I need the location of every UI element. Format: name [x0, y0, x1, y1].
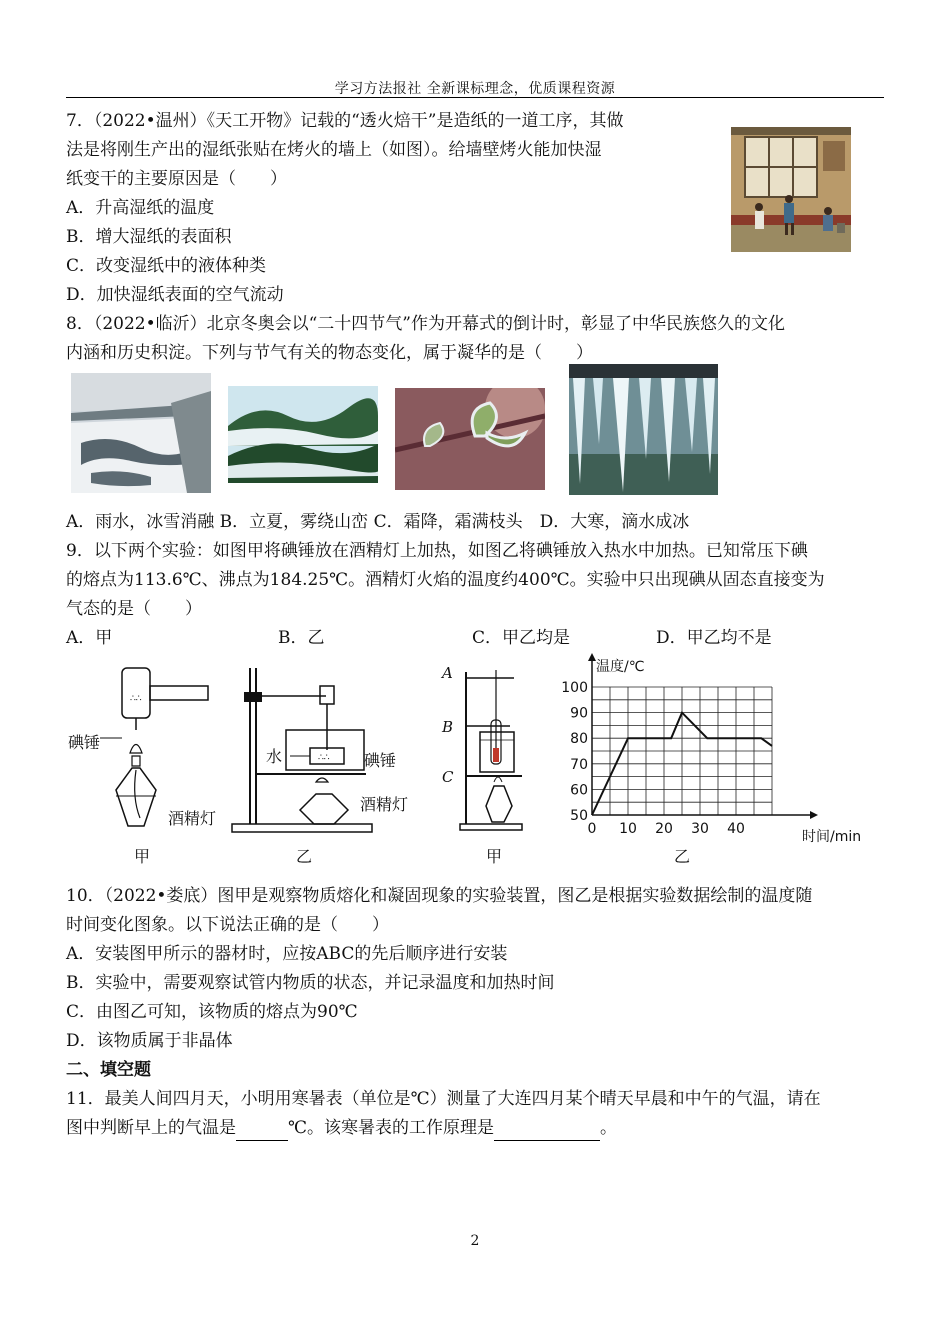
page-number: 2	[470, 1233, 480, 1249]
x-tick-label: 40	[727, 821, 745, 837]
q9-label-water: 水	[266, 747, 283, 766]
y-tick-label: 80	[570, 731, 588, 748]
y-axis-label: 温度/℃	[596, 659, 645, 675]
q10-caption-right: 乙	[674, 847, 691, 866]
q10-option-a: A．安装图甲所示的器材时，应按ABC的先后顺序进行安装	[66, 944, 508, 964]
q11-text-c: 。	[600, 1118, 618, 1138]
q10-apparatus-figure	[440, 660, 536, 866]
q10-line-2: 时间变化图象。以下说法正确的是（ ）	[66, 915, 389, 935]
y-axis-arrow	[588, 653, 596, 661]
q8-image-fog-mountains	[228, 386, 378, 483]
q10-label-c: C	[442, 768, 454, 786]
section-fill-in-title: 二、填空题	[66, 1060, 151, 1080]
x-tick-label: 30	[691, 821, 709, 837]
temperature-chart-svg	[556, 648, 866, 868]
x-tick-label: 20	[655, 821, 673, 837]
x-axis-arrow	[810, 811, 818, 819]
q10-option-c: C．由图乙可知，该物质的熔点为90℃	[66, 1002, 358, 1022]
q11-text-b: ℃。该寒暑表的工作原理是	[288, 1118, 495, 1138]
q7-line-3: 纸变干的主要原因是（ ）	[66, 169, 287, 189]
q7-paper-drying-image	[731, 127, 851, 252]
q8-options: A．雨水，冰雪消融 B．立夏，雾绕山峦 C．霜降，霜满枝头 D．大寒，滴水成冰	[66, 512, 690, 532]
y-tick-label: 100	[561, 680, 588, 696]
q10-line-1: 10．（2022•娄底）图甲是观察物质熔化和凝固现象的实验装置，图乙是根据实验数据绘制的温度随	[66, 886, 813, 906]
q10-label-b: B	[442, 718, 454, 736]
q9-caption-left: 甲	[134, 847, 151, 866]
q11-blank-principle[interactable]	[494, 1116, 600, 1141]
q9-label-iodine-right: 碘锤	[364, 751, 397, 770]
q8-image-icicles	[569, 364, 718, 495]
q9-label-iodine-left: 碘锤	[68, 733, 101, 752]
q7-option-a: A．升高湿纸的温度	[66, 198, 215, 218]
x-tick-label: 10	[619, 821, 637, 837]
x-tick-label: 0	[587, 821, 597, 837]
y-tick-label: 70	[570, 756, 588, 773]
q10-caption-left: 甲	[486, 847, 503, 866]
q9-line-1: 9．以下两个实验：如图甲将碘锤放在酒精灯上加热，如图乙将碘锤放入热水中加热。已知常压下碘	[66, 541, 808, 561]
q7-option-c: C．改变湿纸中的液体种类	[66, 256, 267, 276]
q11-text-a: 图中判断早上的气温是	[66, 1118, 236, 1138]
q10-label-a: A	[442, 664, 453, 682]
svg-text:∴∴: ∴∴	[130, 694, 142, 704]
q9-caption-right: 乙	[296, 847, 313, 866]
q8-image-frost-branch	[395, 388, 545, 490]
q9-label-lamp-left: 酒精灯	[168, 809, 217, 828]
x-axis-label: 时间/min	[802, 829, 862, 845]
page-header: 学习方法报社 全新课标理念，优质课程资源	[334, 81, 616, 97]
q11-line-1: 11．最美人间四月天，小明用寒暑表（单位是℃）测量了大连四月某个晴天早晨和中午的气温，请在	[66, 1089, 821, 1109]
q9-option-a: A．甲	[66, 628, 113, 648]
q10-option-d: D．该物质属于非晶体	[66, 1031, 233, 1051]
q11-blank-temperature[interactable]	[236, 1116, 288, 1141]
q7-option-b: B．增大湿纸的表面积	[66, 227, 232, 247]
header-rule	[66, 97, 884, 98]
q9-option-c: C．甲乙均是	[472, 628, 571, 648]
q7-line-1: 7．（2022•温州）《天工开物》记载的“透火焙干”是造纸的一道工序，其做	[66, 111, 624, 131]
q10-option-b: B．实验中，需要观察试管内物质的状态，并记录温度和加热时间	[66, 973, 555, 993]
q7-option-d: D．加快湿纸表面的空气流动	[66, 285, 284, 305]
q10-temperature-chart	[556, 648, 866, 868]
y-tick-label: 90	[570, 705, 588, 722]
q9-line-2: 的熔点为113.6℃、沸点为184.25℃。酒精灯火焰的温度约400℃。实验中只出现碘从固态直接变为	[66, 570, 825, 590]
q9-figure	[64, 658, 436, 868]
q9-label-lamp-right: 酒精灯	[360, 795, 409, 814]
q8-line-1: 8．（2022•临沂）北京冬奥会以“二十四节气”作为开幕式的倒计时，彰显了中华民族悠久的文化	[66, 314, 785, 334]
q9-option-d: D．甲乙均不是	[656, 628, 772, 648]
y-tick-label: 50	[570, 808, 588, 824]
svg-text:∴∴: ∴∴	[318, 753, 330, 763]
q8-image-rain-water	[71, 373, 211, 493]
y-tick-label: 60	[570, 782, 588, 799]
q7-line-2: 法是将刚生产出的湿纸张贴在烤火的墙上（如图）。给墙壁烤火能加快湿	[66, 140, 602, 160]
q11-line-2	[66, 1116, 617, 1141]
q9-line-3: 气态的是（ ）	[66, 599, 202, 619]
q8-line-2: 内涵和历史积淀。下列与节气有关的物态变化，属于凝华的是（ ）	[66, 343, 593, 363]
q10-apparatus-diagram	[440, 660, 536, 866]
q9-option-b: B．乙	[278, 628, 325, 648]
